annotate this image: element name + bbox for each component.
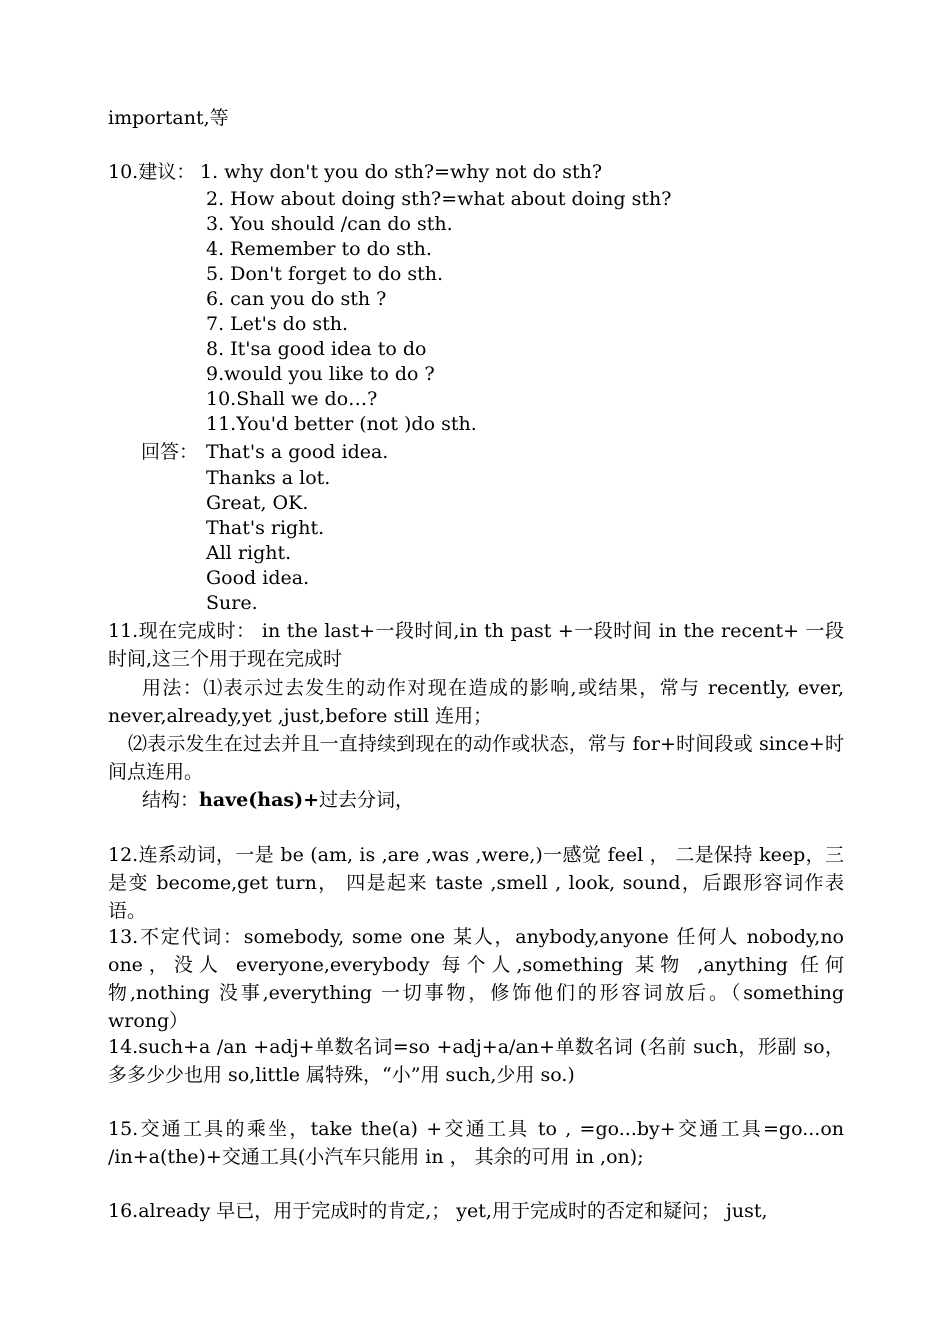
section-16-already-yet: 16.already 早已，用于完成时的肯定,； yet,用于完成时的否定和疑问； just, xyxy=(108,1200,768,1222)
section-14-such-so: 14.such+a /an +adj+单数名词=so +adj+a/an+单数名词 (名前 such，形副 so，多多少少也用 so,little 属特殊，“小”用 such,少用 so.) xyxy=(108,1036,844,1086)
suggestion-item: 5. Don't forget to do sth. xyxy=(206,263,444,285)
section-11-structure xyxy=(142,788,414,813)
section-10-heading: 10.建议： xyxy=(108,161,196,183)
answer-item: That's right. xyxy=(206,517,325,539)
answer-item: That's a good idea. xyxy=(206,441,389,463)
section-11-usage-1: 用法：⑴表示过去发生的动作对现在造成的影响,或结果，常与 recently, ever, never,already,yet ,just,before still 连用； xyxy=(108,677,844,727)
answer-item: Great, OK. xyxy=(206,492,309,514)
section-15-transport: 15.交通工具的乘坐，take the(a) +交通工具 to , =go...by+交通工具=go...on /in+a(the)+交通工具(小汽车只能用 in ， 其余的可用 in ,on); xyxy=(108,1118,844,1168)
answer-item: Thanks a lot. xyxy=(206,467,331,489)
answer-item: All right. xyxy=(206,542,292,564)
suggestion-item: 2. How about doing sth?=what about doing sth? xyxy=(206,188,672,210)
suggestion-item: 1. why don't you do sth?=why not do sth? xyxy=(200,161,603,183)
suggestion-item: 3. You should /can do sth. xyxy=(206,213,453,235)
suggestion-item: 6. can you do sth ? xyxy=(206,288,387,310)
suggestion-item: 10.Shall we do…? xyxy=(206,388,378,410)
section-11-usage-2: ⑵表示发生在过去并且一直持续到现在的动作或状态，常与 for+时间段或 since+时间点连用。 xyxy=(108,733,844,783)
structure-rest: 过去分词， xyxy=(319,789,415,811)
answer-item: Good idea. xyxy=(206,567,310,589)
structure-formula: have(has)+ xyxy=(199,789,319,811)
answer-item: Sure. xyxy=(206,592,258,614)
suggestion-item: 11.You'd better (not )do sth. xyxy=(206,413,477,435)
suggestion-item: 7. Let's do sth. xyxy=(206,313,348,335)
suggestion-item: 4. Remember to do sth. xyxy=(206,238,432,260)
intro-tail: important,等 xyxy=(108,107,229,129)
structure-label: 结构： xyxy=(142,789,200,811)
answer-label: 回答： xyxy=(141,441,199,463)
suggestion-item: 8. It'sa good idea to do xyxy=(206,338,427,360)
section-13-indefinite-pronouns: 13.不定代词：somebody, some one 某人，anybody,anyone 任何人 nobody,no one，没人 everyone,everybody 每个人,something 某物 ,anything 任何物,nothing 没事,everything 一切事物，修饰他们的形容词放后。（something wrong） xyxy=(108,926,844,1032)
section-11-definition: 11.现在完成时： in the last+一段时间,in th past +一段时间 in the recent+ 一段时间,这三个用于现在完成时 xyxy=(108,620,844,670)
section-12-linking-verbs: 12.连系动词，一是 be (am, is ,are ,was ,were,)一感觉 feel ， 二是保持 keep，三是变 become,get turn， 四是起来 taste ,smell , look, sound，后跟形容词作表语。 xyxy=(108,844,844,922)
suggestion-item: 9.would you like to do ? xyxy=(206,363,435,385)
